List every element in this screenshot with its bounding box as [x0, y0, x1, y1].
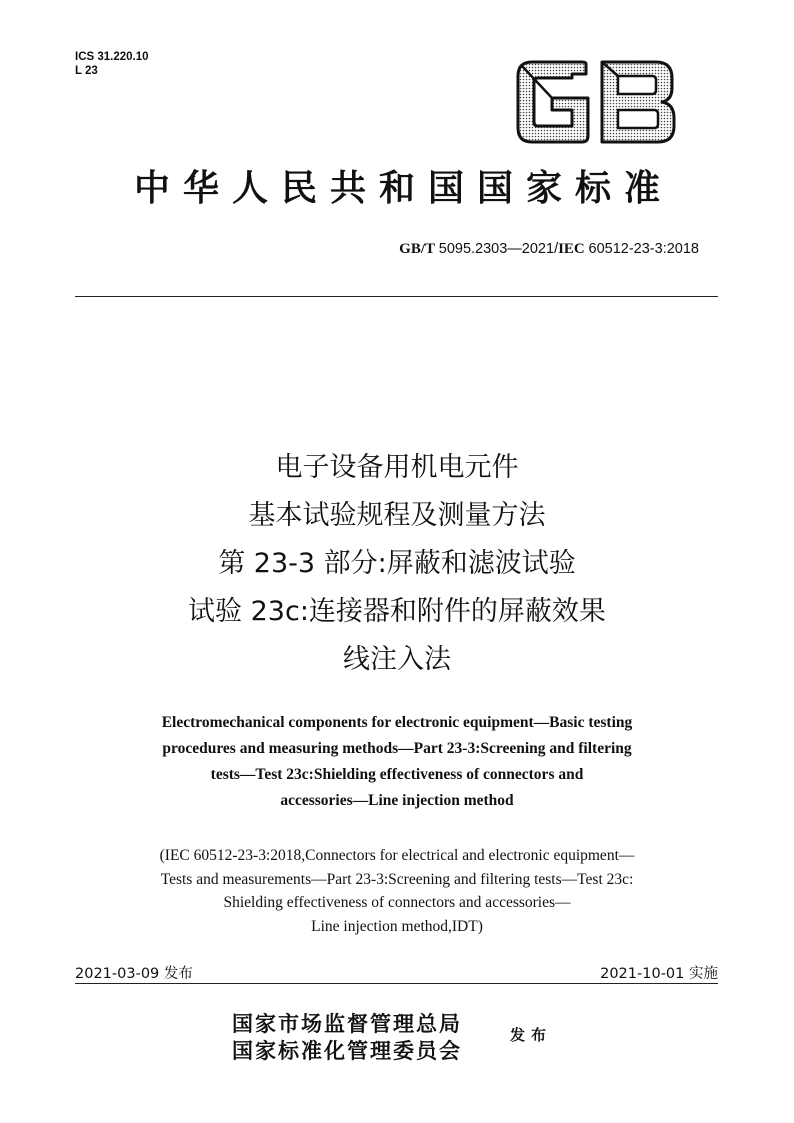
implementation-date: 2021-10-01 实施: [600, 966, 718, 982]
standard-number-value: 5095.2303—2021/: [438, 241, 559, 257]
iec-reference: [0, 844, 794, 938]
iec-reference-line-1: (IEC 60512-23-3:2018,Connectors for electrical and electronic equipment—: [159, 847, 635, 864]
issuer-sac: 国家标准化管理委员会: [232, 1038, 462, 1063]
chinese-title-line-4: 试验 23c:连接器和附件的屏蔽效果: [188, 596, 606, 627]
ccs-code: L 23: [75, 65, 98, 77]
issuer-samr: 国家市场监督管理总局: [232, 1011, 462, 1036]
classification-codes: [75, 50, 149, 78]
chinese-title-line-5: 线注入法: [343, 644, 451, 675]
chinese-title-line-3: 第 23-3 部分:屏蔽和滤波试验: [218, 548, 576, 579]
iec-prefix: IEC: [558, 241, 585, 257]
issue-label: 发布: [510, 1026, 553, 1044]
iec-reference-line-3: Shielding effectiveness of connectors and accessories—: [223, 894, 571, 911]
english-title-line-3: tests—Test 23c:Shielding effectiveness of connectors and: [210, 766, 584, 783]
standard-prefix: GB/T: [399, 241, 436, 257]
english-title-line-1: Electromechanical components for electronic equipment—Basic testing: [161, 714, 633, 731]
chinese-title-line-2: 基本试验规程及测量方法: [248, 500, 546, 531]
iec-reference-line-2: Tests and measurements—Part 23-3:Screening and filtering tests—Test 23c:: [160, 870, 634, 888]
standard-number: [399, 241, 699, 258]
publish-date: 2021-03-09 发布: [75, 966, 193, 982]
english-title-line-2: procedures and measuring methods—Part 23-3:Screening and filtering: [162, 740, 632, 757]
issuing-organizations: [232, 1010, 462, 1064]
chinese-title: [0, 444, 794, 684]
english-title: [0, 710, 794, 814]
iec-number-value: 60512-23-3:2018: [588, 241, 699, 257]
ics-code: ICS 31.220.10: [75, 51, 149, 63]
english-title-line-4: accessories—Line injection method: [280, 792, 514, 809]
iec-reference-line-4: Line injection method,IDT): [311, 917, 483, 935]
top-divider: [75, 296, 718, 297]
gb-standard-logo: [516, 60, 676, 144]
bottom-divider: [75, 983, 718, 984]
country-standard-title: 中华人民共和国国家标准: [133, 167, 673, 209]
chinese-title-line-1: 电子设备用机电元件: [275, 452, 519, 483]
